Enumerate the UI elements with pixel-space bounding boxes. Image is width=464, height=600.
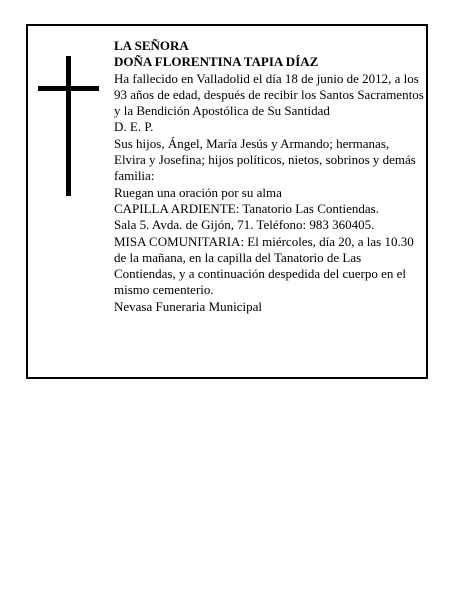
chapel-line-2: Sala 5. Avda. de Gijón, 71. Teléfono: 983 360405.: [114, 217, 375, 233]
cross-horizontal-bar: [38, 86, 99, 91]
cross-vertical-bar: [66, 56, 71, 196]
chapel-line-1: CAPILLA ARDIENTE: Tanatorio Las Contiendas.: [114, 200, 379, 216]
family-statement: Sus hijos, Ángel, María Jesús y Armando; hermanas, Elvira y Josefina; hijos políticos, nietos, sobrinos y demás familia:: [114, 135, 416, 184]
obituary-text: [114, 38, 424, 315]
prayer-request: Ruegan una oración por su alma: [114, 184, 282, 200]
death-statement: Ha fallecido en Valladolid el día 18 de junio de 2012, a los 93 años de edad, después de recibir los Santos Sacramentos y la Bendición Apostólica de Su Santidad: [114, 70, 424, 119]
notice-title: LA SEÑORA: [114, 38, 189, 53]
mass-statement: MISA COMUNITARIA: El miércoles, día 20, a las 10.30 de la mañana, en la capilla del Tanatorio de Las Contiendas, y a continuación despedida del cuerpo en el mismo cementerio.: [114, 233, 414, 298]
deceased-name: DOÑA FLORENTINA TAPIA DÍAZ: [114, 54, 319, 70]
dep-line: D. E. P.: [114, 119, 154, 135]
funeral-home: Nevasa Funeraria Municipal: [114, 298, 263, 314]
